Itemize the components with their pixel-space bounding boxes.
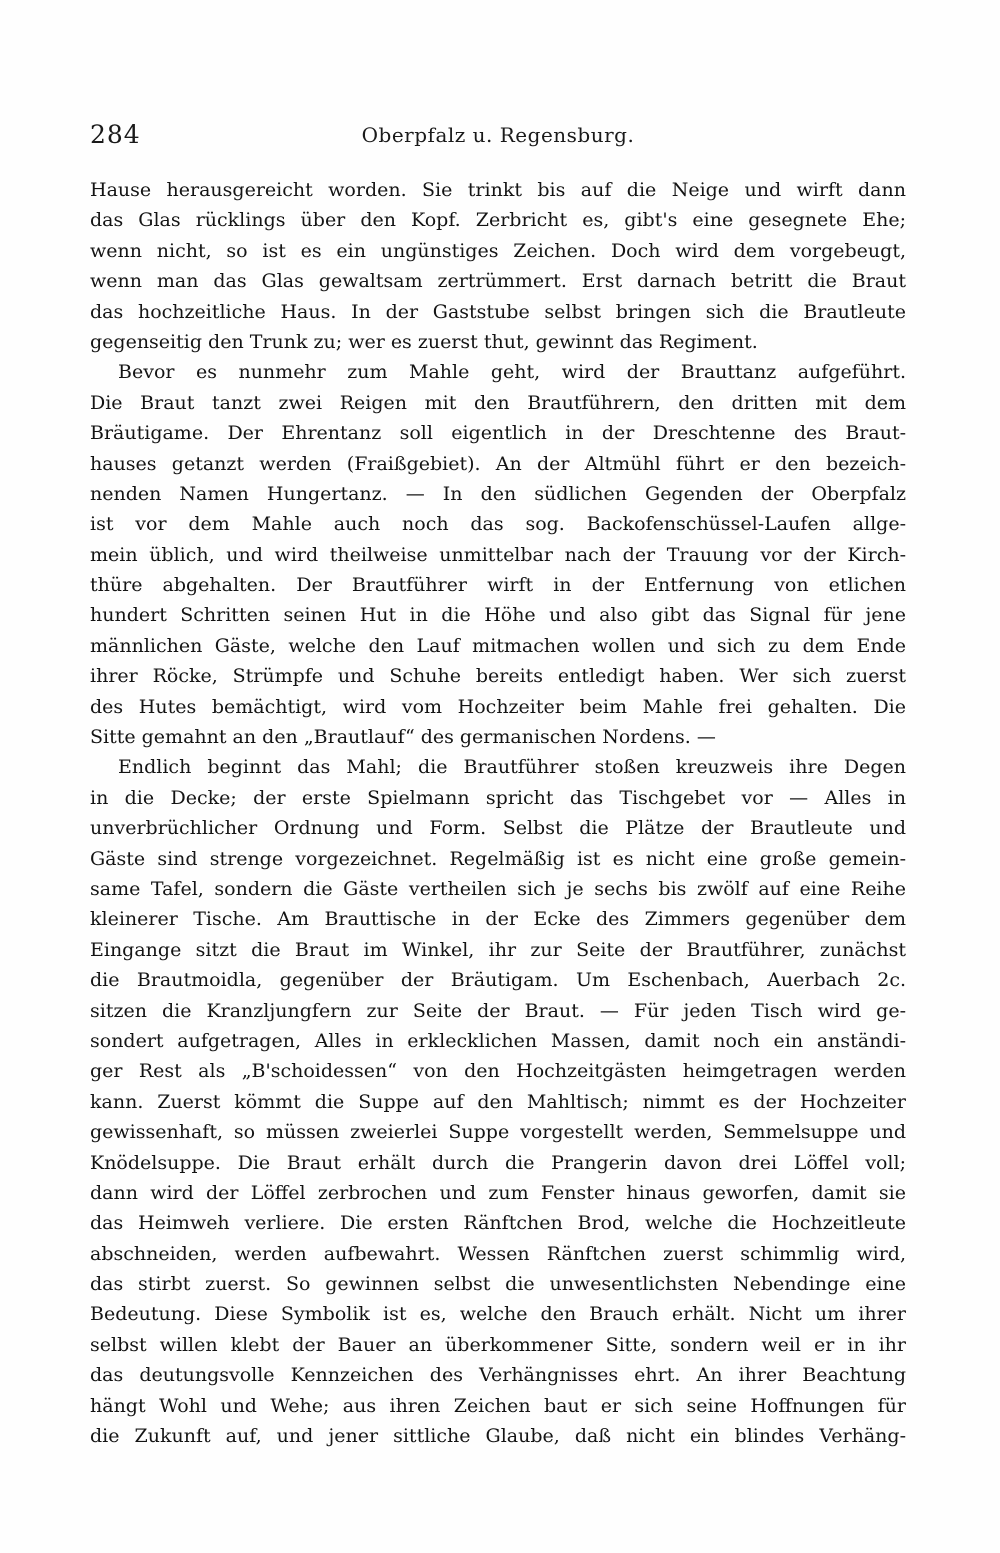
page-number: 284 bbox=[90, 120, 141, 149]
text-line: Bedeutung. Diese Symbolik ist es, welche den Brauch erhält. Nicht um ihrer bbox=[90, 1303, 906, 1326]
text-line: Eingange sitzt die Braut im Winkel, ihr zur Seite der Brautführer, zunächst bbox=[90, 938, 906, 961]
text-line: ger Rest als „B'schoidessen“ von den Hochzeitgästen heimgetragen werden bbox=[90, 1060, 906, 1083]
page-header bbox=[90, 120, 906, 160]
text-line: das Glas rücklings über den Kopf. Zerbricht es, gibt's eine gesegnete Ehe; bbox=[90, 209, 906, 232]
running-title: Oberpfalz u. Regensburg. bbox=[361, 123, 635, 147]
text-line: die Zukunft auf, und jener sittliche Glaube, daß nicht ein blindes Verhäng- bbox=[90, 1425, 906, 1448]
text-line: mein üblich, und wird theilweise unmittelbar nach der Trauung vor der Kirch- bbox=[90, 543, 906, 566]
text-line: hauses getanzt werden (Fraißgebiet). An der Altmühl führt er den bezeich- bbox=[90, 452, 906, 475]
text-line: kann. Zuerst kömmt die Suppe auf den Mahltisch; nimmt es der Hochzeiter bbox=[90, 1090, 906, 1113]
text-line: Sitte gemahnt an den „Brautlauf“ des germanischen Nordens. — bbox=[90, 726, 716, 749]
text-line: ihrer Röcke, Strümpfe und Schuhe bereits entledigt haben. Wer sich zuerst bbox=[90, 665, 906, 688]
text-line: dann wird der Löffel zerbrochen und zum Fenster hinaus geworfen, damit sie bbox=[90, 1181, 906, 1204]
text-line: wenn nicht, so ist es ein ungünstiges Zeichen. Doch wird dem vorgebeugt, bbox=[90, 239, 906, 262]
text-line: Endlich beginnt das Mahl; die Brautführer stoßen kreuzweis ihre Degen bbox=[118, 756, 906, 779]
text-line: männlichen Gäste, welche den Lauf mitmachen wollen und sich zu dem Ende bbox=[90, 634, 906, 657]
text-line: thüre abgehalten. Der Brautführer wirft in der Entfernung von etlichen bbox=[90, 574, 906, 597]
text-line: in die Decke; der erste Spielmann spricht das Tischgebet vor — Alles in bbox=[90, 786, 906, 809]
text-line: Bevor es nunmehr zum Mahle geht, wird der Brauttanz aufgeführt. bbox=[118, 361, 906, 384]
text-line: kleinerer Tische. Am Brauttische in der Ecke des Zimmers gegenüber dem bbox=[90, 908, 906, 931]
text-line: hundert Schritten seinen Hut in die Höhe und also gibt das Signal für jene bbox=[90, 604, 906, 627]
text-line: sondert aufgetragen, Alles in erklecklichen Massen, damit noch ein anständi- bbox=[90, 1029, 906, 1052]
text-line: Die Braut tanzt zwei Reigen mit den Brautführern, den dritten mit dem bbox=[90, 391, 906, 414]
text-line: das hochzeitliche Haus. In der Gaststube selbst bringen sich die Brautleute bbox=[90, 300, 906, 323]
body-text bbox=[90, 175, 906, 1451]
text-line: sitzen die Kranzljungfern zur Seite der Braut. — Für jeden Tisch wird ge- bbox=[90, 999, 906, 1022]
text-line: gegenseitig den Trunk zu; wer es zuerst thut, gewinnt das Regiment. bbox=[90, 330, 758, 353]
text-line: unverbrüchlicher Ordnung und Form. Selbst die Plätze der Brautleute und bbox=[90, 817, 906, 840]
text-line: Hause herausgereicht worden. Sie trinkt bis auf die Neige und wirft dann bbox=[90, 179, 906, 201]
text-line: same Tafel, sondern die Gäste vertheilen sich je sechs bis zwölf auf eine Reihe bbox=[90, 877, 906, 900]
text-line: nenden Namen Hungertanz. — In den südlichen Gegenden der Oberpfalz bbox=[90, 482, 906, 505]
text-line: abschneiden, werden aufbewahrt. Wessen Ränftchen zuerst schimmlig wird, bbox=[90, 1242, 906, 1265]
text-line: gewissenhaft, so müssen zweierlei Suppe vorgestellt werden, Semmelsuppe und bbox=[90, 1121, 906, 1144]
text-line: das Heimweh verliere. Die ersten Ränftchen Brod, welche die Hochzeitleute bbox=[90, 1212, 906, 1235]
text-line: die Brautmoidla, gegenüber der Bräutigam. Um Eschenbach, Auerbach 2c. bbox=[90, 969, 906, 992]
text-line: Gäste sind strenge vorgezeichnet. Regelmäßig ist es nicht eine große gemein- bbox=[90, 847, 906, 870]
text-line: des Hutes bemächtigt, wird vom Hochzeiter beim Mahle frei gehalten. Die bbox=[90, 695, 906, 718]
text-line: ist vor dem Mahle auch noch das sog. Backofenschüssel-Laufen allge- bbox=[90, 513, 906, 536]
text-line: das stirbt zuerst. So gewinnen selbst die unwesentlichsten Nebendinge eine bbox=[90, 1273, 906, 1296]
text-line: hängt Wohl und Wehe; aus ihren Zeichen baut er sich seine Hoffnungen für bbox=[90, 1394, 906, 1417]
text-line: Bräutigame. Der Ehrentanz soll eigentlich in der Dreschtenne des Braut- bbox=[90, 422, 906, 445]
text-line: Knödelsuppe. Die Braut erhält durch die Prangerin davon drei Löffel voll; bbox=[90, 1151, 906, 1174]
text-line: das deutungsvolle Kennzeichen des Verhängnisses ehrt. An ihrer Beachtung bbox=[90, 1364, 906, 1387]
text-line: selbst willen klebt der Bauer an überkommener Sitte, sondern weil er in ihr bbox=[90, 1333, 906, 1356]
text-line: wenn man das Glas gewaltsam zertrümmert. Erst darnach betritt die Braut bbox=[90, 270, 906, 293]
